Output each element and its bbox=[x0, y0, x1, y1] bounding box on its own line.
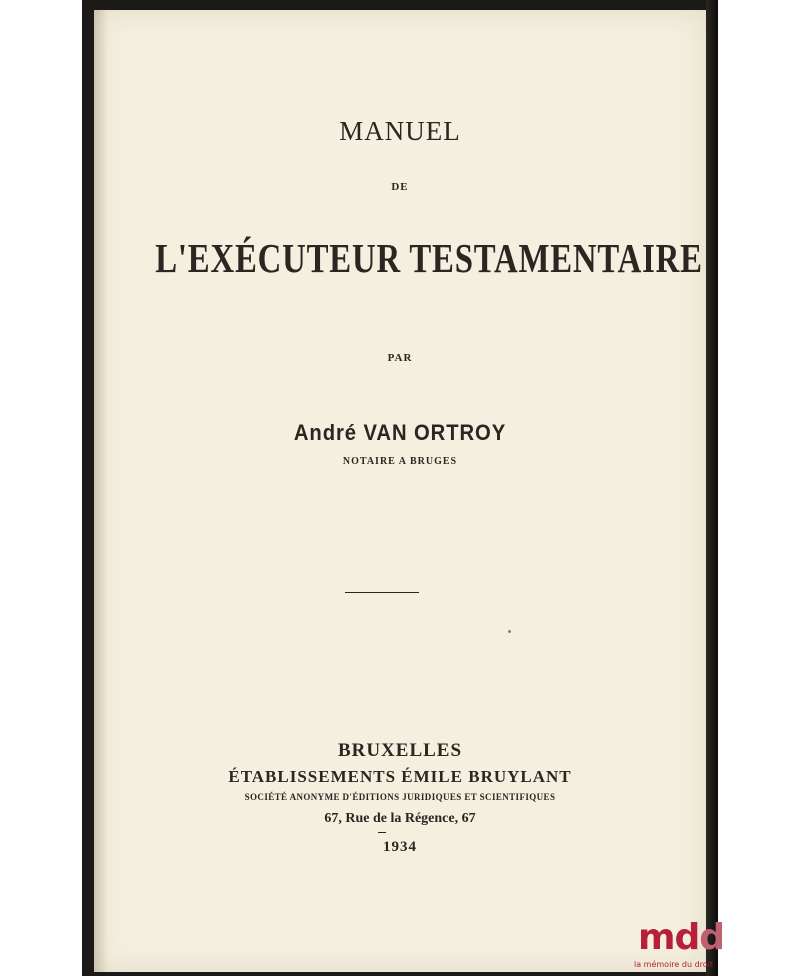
spine-shadow bbox=[94, 10, 108, 972]
author-role: NOTAIRE A BRUGES bbox=[342, 456, 458, 467]
publisher-address: 67, Rue de la Régence, 67 bbox=[324, 811, 476, 826]
publication-year: 1934 bbox=[383, 839, 417, 855]
paper-speck bbox=[508, 630, 511, 633]
logo-tagline: la mémoire du droit bbox=[634, 960, 714, 969]
publisher-description: SOCIÉTÉ ANONYME D'ÉDITIONS JURIDIQUES ET SCIENTIFIQUES bbox=[244, 792, 556, 802]
title-line-de: DE bbox=[391, 181, 409, 193]
title-line-manuel: MANUEL bbox=[339, 116, 461, 146]
mdd-logo bbox=[634, 918, 724, 976]
book-edge bbox=[706, 0, 718, 976]
book-title: L'EXÉCUTEUR TESTAMENTAIRE bbox=[155, 235, 703, 281]
year-divider bbox=[378, 832, 386, 833]
author-name: André VAN ORTROY bbox=[293, 420, 507, 445]
publisher-name: ÉTABLISSEMENTS ÉMILE BRUYLANT bbox=[228, 767, 572, 786]
divider-rule bbox=[345, 592, 419, 593]
publisher-city: BRUXELLES bbox=[337, 740, 463, 761]
logo-letters: mdd bbox=[638, 917, 725, 958]
title-page bbox=[94, 10, 706, 972]
by-line: PAR bbox=[387, 352, 413, 364]
